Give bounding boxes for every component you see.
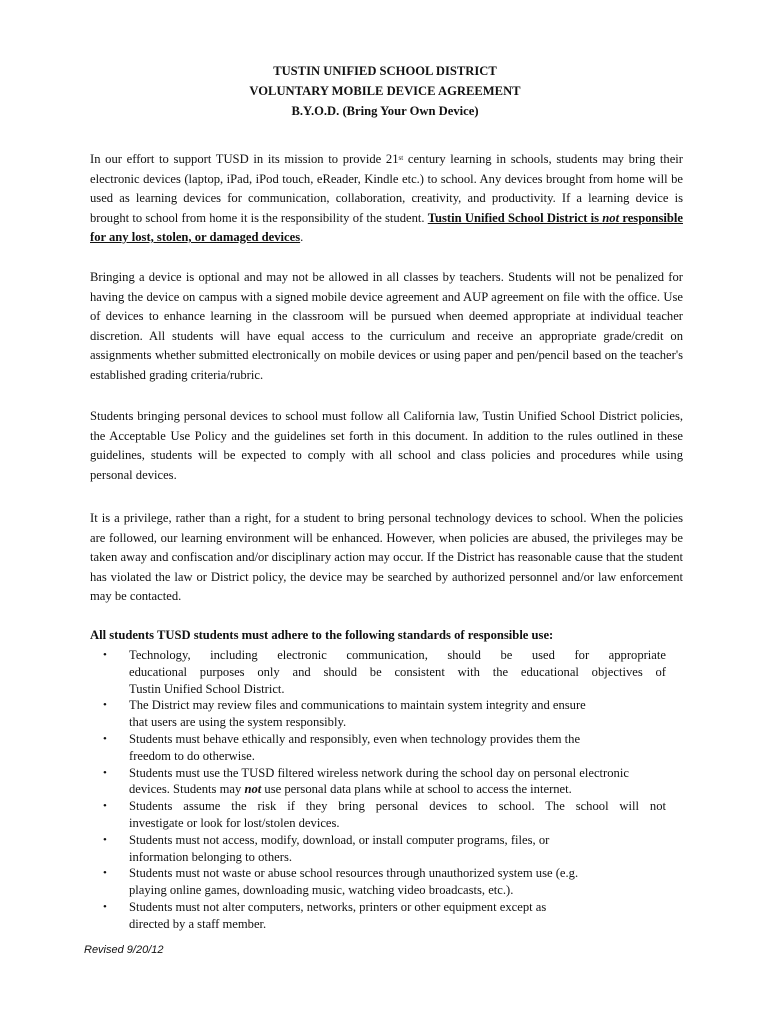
rule-line: Students must use the TUSD filtered wireless network during the school day on personal electronic bbox=[129, 765, 629, 780]
agreement-title: VOLUNTARY MOBILE DEVICE AGREEMENT bbox=[249, 84, 521, 98]
list-item bbox=[90, 765, 690, 799]
list-item bbox=[90, 647, 690, 697]
rule-line bbox=[129, 781, 690, 798]
rules-heading: All students TUSD students must adhere to the following standards of responsible use: bbox=[90, 628, 554, 642]
bullet-icon: • bbox=[103, 699, 107, 712]
list-item bbox=[90, 899, 690, 933]
list-item bbox=[90, 798, 690, 832]
rule-line: directed by a staff member. bbox=[129, 916, 267, 931]
document-header bbox=[0, 61, 770, 121]
list-item bbox=[90, 832, 690, 866]
rule-line: educational purposes only and should be consistent with the educational objectives of bbox=[129, 664, 666, 679]
rule-line: Tustin Unified School District. bbox=[129, 681, 285, 696]
bullet-icon: • bbox=[103, 867, 107, 880]
rule-text: devices. Students may bbox=[129, 782, 245, 797]
rule-line: Students must not waste or abuse school resources through unauthorized system use (e.g. bbox=[129, 866, 579, 881]
rule-line: information belonging to others. bbox=[129, 849, 292, 864]
liability-statement-part2: responsible for any lost, stolen, or damaged devices bbox=[90, 210, 683, 244]
bullet-icon: • bbox=[103, 833, 107, 846]
rule-line: Technology, including electronic communication, should be used for appropriate bbox=[129, 648, 666, 662]
ordinal-superscript: st bbox=[398, 154, 404, 162]
list-item bbox=[90, 865, 690, 899]
rule-line: The District may review files and communications to maintain system integrity and ensure bbox=[129, 698, 586, 713]
intro-paragraph bbox=[90, 150, 683, 248]
bullet-icon: • bbox=[103, 732, 107, 745]
intro-text-start: In our effort to support TUSD in its mission to provide 21 bbox=[90, 152, 399, 166]
rule-line: Students must not alter computers, networks, printers or other equipment except as bbox=[129, 899, 547, 914]
rule-line: freedom to do otherwise. bbox=[129, 748, 255, 763]
optional-device-paragraph: Bringing a device is optional and may not be allowed in all classes by teachers. Students will not be penalized for having the device on campus with a signed mobile device agreement and AUP agreement on file with the office. Use of devices to enhance learning in the classroom will be pursued when deemed appropriate at individual teacher discretion. All students will have equal access to the curriculum and receive an appropriate grade/credit on assignments whether submitted electronically on mobile devices or using paper and pen/pencil based on the teacher's established grading criteria/rubric. bbox=[90, 270, 683, 382]
rule-line: Students assume the risk if they bring personal devices to school. The school will not bbox=[129, 799, 666, 814]
revision-date: Revised 9/20/12 bbox=[84, 944, 164, 956]
intro-text-body: century learning in schools, students may bring their electronic devices (laptop, iPad, iPod touch, eReader, Kindle etc.) to school. Any devices brought from home will be used as learning devices for communication, collaboration, creativity, and productivity. If a learning device is brought to school from home it is the responsibility of the student. bbox=[90, 152, 683, 225]
rules-list bbox=[90, 647, 690, 933]
rule-line: investigate or look for lost/stolen devices. bbox=[129, 815, 340, 830]
bullet-icon: • bbox=[103, 649, 107, 661]
privilege-paragraph: It is a privilege, rather than a right, for a student to bring personal technology devices to school. When the policies are followed, our learning environment will be enhanced. However, when policies are abused, the privileges may be taken away and confiscation and/or disciplinary action may occur. If the District has reasonable cause that the student has violated the law or District policy, the device may be searched by authorized personnel and/or law enforcement may be contacted. bbox=[90, 511, 683, 603]
list-item bbox=[90, 731, 690, 765]
liability-statement-emphasis: not bbox=[602, 210, 620, 225]
byod-subtitle: B.Y.O.D. (Bring Your Own Device) bbox=[291, 104, 479, 118]
rule-line: Students must behave ethically and responsibly, even when technology provides them the bbox=[129, 731, 581, 746]
rule-emphasis: not bbox=[244, 782, 262, 797]
list-item bbox=[90, 697, 690, 731]
intro-text-end: . bbox=[300, 230, 304, 244]
policy-compliance-paragraph: Students bringing personal devices to school must follow all California law, Tustin Unified School District policies, the Acceptable Use Policy and the guidelines set forth in this document. In addition to the rules outlined in these guidelines, students will be expected to comply with all school and class policies and procedures while using personal devices. bbox=[90, 409, 683, 482]
district-title: TUSTIN UNIFIED SCHOOL DISTRICT bbox=[273, 64, 497, 78]
rule-line: Students must not access, modify, download, or install computer programs, files, or bbox=[129, 832, 550, 847]
bullet-icon: • bbox=[103, 766, 107, 779]
bullet-icon: • bbox=[103, 900, 107, 913]
bullet-icon: • bbox=[103, 800, 107, 813]
rule-line: that users are using the system responsibly. bbox=[129, 715, 347, 730]
rule-text: use personal data plans while at school to access the internet. bbox=[261, 782, 572, 797]
liability-statement-part1: Tustin Unified School District is bbox=[427, 210, 603, 225]
rule-line: playing online games, downloading music, watching video broadcasts, etc.). bbox=[129, 883, 514, 898]
